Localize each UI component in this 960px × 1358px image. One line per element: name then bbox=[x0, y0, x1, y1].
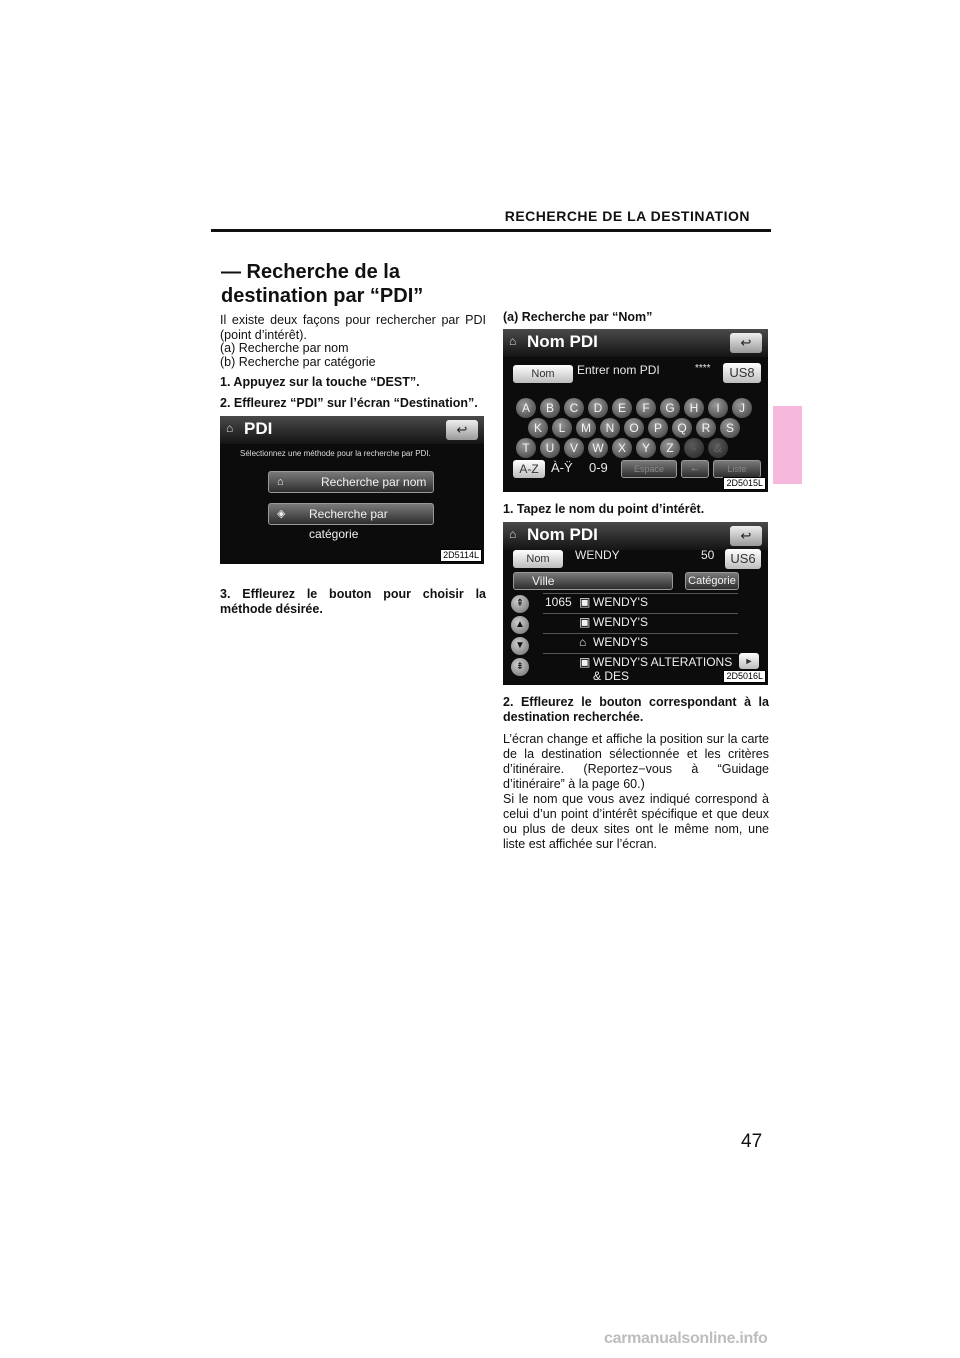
poi-icon: ⌂ bbox=[579, 635, 587, 649]
key-e[interactable]: E bbox=[612, 398, 632, 418]
search-by-category-label: Recherche par catégorie bbox=[309, 507, 388, 541]
result-paragraph-1: L’écran change et affiche la position sur la carte de la destination sélectionnée et les critères d’itinéraire. (Reportez−vous à “Guidage d’itinéraire” à la page 60.) bbox=[503, 732, 769, 791]
intro-text: Il existe deux façons pour rechercher par PDI (point d’intérêt). bbox=[220, 313, 486, 342]
screen-pdi bbox=[220, 416, 484, 564]
key-z[interactable]: Z bbox=[660, 438, 680, 458]
category-icon: ◈ bbox=[277, 508, 286, 520]
key-c[interactable]: C bbox=[564, 398, 584, 418]
key-s[interactable]: S bbox=[720, 418, 740, 438]
search-by-name-button[interactable] bbox=[268, 471, 434, 493]
list-button[interactable]: Liste bbox=[713, 460, 761, 478]
option-b-text: (b) Recherche par catégorie bbox=[220, 355, 376, 369]
key-k[interactable]: K bbox=[528, 418, 548, 438]
key-a[interactable]: A bbox=[516, 398, 536, 418]
key-v[interactable]: V bbox=[564, 438, 584, 458]
step1-text: 1. Appuyez sur la touche “DEST”. bbox=[220, 375, 420, 389]
list-item[interactable] bbox=[543, 653, 738, 683]
list-item[interactable] bbox=[543, 593, 738, 613]
screen-title: Nom PDI bbox=[527, 332, 598, 351]
poi-icon: ▣ bbox=[579, 655, 591, 669]
chapter-tab bbox=[773, 406, 802, 484]
space-button[interactable]: Espace bbox=[621, 460, 677, 478]
right-step2-text: 2. Effleurez le bouton correspondant à la destination recherchée. bbox=[503, 695, 769, 724]
header-rule bbox=[211, 229, 771, 232]
key-u[interactable]: U bbox=[540, 438, 560, 458]
az-button[interactable]: A-Z bbox=[513, 460, 545, 478]
mode-name-button[interactable]: Nom bbox=[513, 365, 573, 383]
step2-text: 2. Effleurez “PDI” sur l’écran “Destination”. bbox=[220, 396, 478, 410]
poi-icon: ⌂ bbox=[277, 476, 284, 488]
accented-button[interactable]: À-Ÿ bbox=[551, 460, 573, 475]
search-input[interactable]: WENDY bbox=[575, 548, 620, 562]
running-header: RECHERCHE DE LA DESTINATION bbox=[504, 208, 750, 224]
page-number: 47 bbox=[741, 1131, 763, 1152]
key-w[interactable]: W bbox=[588, 438, 608, 458]
scroll-up-icon[interactable]: ▲ bbox=[511, 616, 529, 634]
result-count: 50 bbox=[701, 548, 715, 562]
right-step1-text: 1. Tapez le nom du point d’intérêt. bbox=[503, 502, 705, 516]
back-button[interactable]: ↩ bbox=[730, 333, 762, 353]
search-by-name-label: Recherche par nom bbox=[321, 475, 427, 489]
key-r[interactable]: R bbox=[696, 418, 716, 438]
page-up-icon[interactable]: ⇞ bbox=[511, 595, 529, 613]
delete-button[interactable]: ← bbox=[681, 460, 709, 478]
screen-title: Nom PDI bbox=[527, 525, 598, 544]
screen-nom-pdi-list bbox=[503, 522, 768, 685]
key-o[interactable]: O bbox=[624, 418, 644, 438]
poi-name: WENDY'S bbox=[593, 595, 648, 609]
image-code: 2D5114L bbox=[440, 549, 482, 562]
screen-title: PDI bbox=[244, 419, 273, 438]
key-y[interactable]: Y bbox=[636, 438, 656, 458]
poi-icon: ▣ bbox=[579, 595, 591, 609]
poi-name: WENDY'S ALTERATIONS & DES bbox=[593, 655, 733, 683]
option-a-text: (a) Recherche par nom bbox=[220, 341, 349, 355]
scroll-down-icon[interactable]: ▼ bbox=[511, 637, 529, 655]
input-placeholder: Entrer nom PDI bbox=[577, 363, 660, 377]
poi-icon: ⌂ bbox=[226, 421, 234, 435]
key-ampersand[interactable]: & bbox=[708, 438, 728, 458]
page-down-icon[interactable]: ⇟ bbox=[511, 658, 529, 676]
state-button[interactable]: US8 bbox=[723, 363, 761, 383]
poi-name: WENDY'S bbox=[593, 635, 648, 649]
result-paragraph-2: Si le nom que vous avez indiqué correspond à celui d’un point d’intérêt spécifique et que deux ou plus de deux sites ont le même nom, une liste est affichée sur l’écran. bbox=[503, 792, 769, 851]
search-by-category-button[interactable] bbox=[268, 503, 434, 541]
expand-arrow-icon[interactable]: ► bbox=[739, 653, 759, 669]
poi-icon: ▣ bbox=[579, 615, 591, 629]
char-count: **** bbox=[695, 363, 711, 374]
key-b[interactable]: B bbox=[540, 398, 560, 418]
list-item[interactable] bbox=[543, 633, 738, 653]
category-button[interactable]: Catégorie bbox=[685, 572, 739, 590]
key-h[interactable]: H bbox=[684, 398, 704, 418]
distance: 1065 bbox=[545, 595, 572, 609]
poi-icon: ⌂ bbox=[509, 334, 517, 348]
key-g[interactable]: G bbox=[660, 398, 680, 418]
image-code: 2D5016L bbox=[723, 670, 766, 683]
section-title: — Recherche de la destination par “PDI” bbox=[221, 261, 424, 307]
key-l[interactable]: L bbox=[552, 418, 572, 438]
key-i[interactable]: I bbox=[708, 398, 728, 418]
state-button[interactable]: US6 bbox=[725, 549, 761, 569]
key-p[interactable]: P bbox=[648, 418, 668, 438]
key-x[interactable]: X bbox=[612, 438, 632, 458]
key-j[interactable]: J bbox=[732, 398, 752, 418]
watermark: carmanualsonline.info bbox=[604, 1330, 768, 1347]
key-hyphen[interactable]: - bbox=[684, 438, 704, 458]
key-d[interactable]: D bbox=[588, 398, 608, 418]
screen-nom-pdi-keyboard bbox=[503, 329, 768, 492]
subsection-a: (a) Recherche par “Nom” bbox=[503, 310, 653, 324]
key-t[interactable]: T bbox=[516, 438, 536, 458]
poi-name: WENDY'S bbox=[593, 615, 648, 629]
back-button[interactable]: ↩ bbox=[446, 420, 478, 440]
city-button[interactable]: Ville bbox=[513, 572, 673, 590]
numeric-button[interactable]: 0-9 bbox=[589, 460, 608, 475]
back-button[interactable]: ↩ bbox=[730, 526, 762, 546]
poi-icon: ⌂ bbox=[509, 527, 517, 541]
image-code: 2D5015L bbox=[723, 477, 766, 490]
key-f[interactable]: F bbox=[636, 398, 656, 418]
method-prompt: Sélectionnez une méthode pour la recherche par PDI. bbox=[240, 449, 431, 458]
mode-name-button[interactable]: Nom bbox=[513, 550, 563, 568]
key-m[interactable]: M bbox=[576, 418, 596, 438]
key-n[interactable]: N bbox=[600, 418, 620, 438]
list-item[interactable] bbox=[543, 613, 738, 633]
step3-text: 3. Effleurez le bouton pour choisir la méthode désirée. bbox=[220, 587, 486, 616]
key-q[interactable]: Q bbox=[672, 418, 692, 438]
